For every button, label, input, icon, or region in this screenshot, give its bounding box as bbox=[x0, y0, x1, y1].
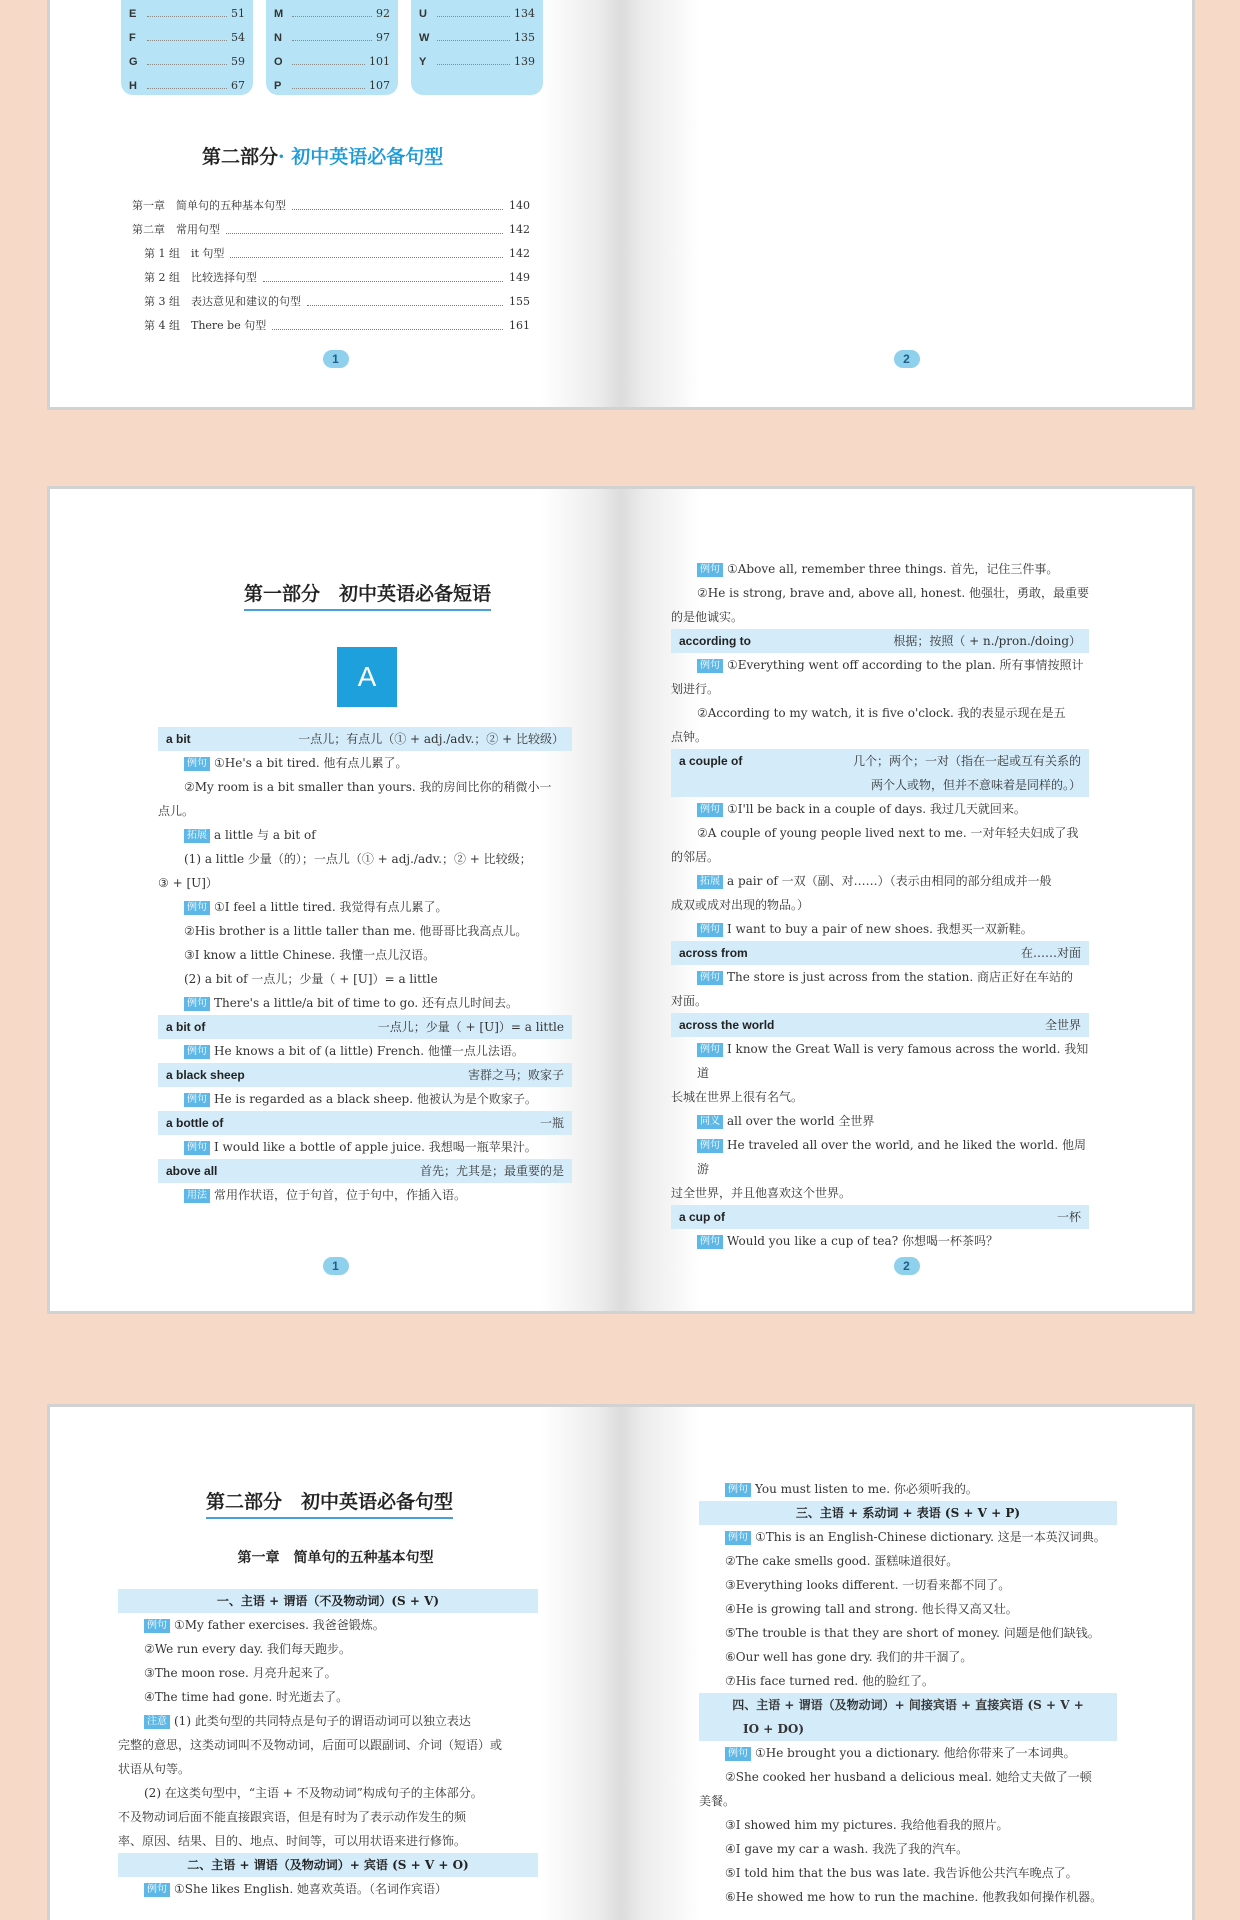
index-letter: P bbox=[274, 80, 282, 92]
example-line bbox=[671, 1037, 1089, 1085]
phrase-entry-bar bbox=[158, 1015, 572, 1039]
phrase-headword: across the world bbox=[679, 1018, 775, 1032]
toc-entry[interactable] bbox=[132, 266, 530, 290]
example-text: 美餐。 bbox=[699, 1794, 736, 1808]
example-text: 对面。 bbox=[671, 994, 708, 1008]
example-tag: 例句 bbox=[697, 971, 723, 985]
dot-leader bbox=[437, 50, 510, 65]
toc-entry[interactable] bbox=[132, 218, 530, 242]
example-text: ②He is strong, brave and, above all, honest. 他强壮，勇敢，最重要 bbox=[697, 586, 1089, 600]
example-line bbox=[158, 1135, 572, 1159]
example-line bbox=[118, 1757, 538, 1781]
toc-entry[interactable] bbox=[132, 194, 530, 218]
example-text: ①My father exercises. 我爸爸锻炼。 bbox=[174, 1618, 385, 1632]
page-number: 1 bbox=[323, 350, 349, 368]
toc-entry-page: 155 bbox=[509, 295, 530, 308]
index-letter: Y bbox=[419, 56, 427, 68]
example-tag: 拓展 bbox=[184, 829, 210, 843]
example-line bbox=[671, 1133, 1089, 1181]
toc-entry-page: 140 bbox=[509, 199, 530, 212]
dot-leader bbox=[292, 50, 365, 65]
index-column-1 bbox=[121, 0, 253, 95]
example-tag: 例句 bbox=[697, 923, 723, 937]
phrase-meaning: 一瓶 bbox=[539, 1116, 564, 1130]
example-line bbox=[671, 1229, 1089, 1253]
example-text: The store is just across from the station. 商店正好在车站的 bbox=[727, 970, 1073, 984]
example-line bbox=[699, 1477, 1117, 1501]
example-text: (2) 在这类句型中，“主语 + 不及物动词”构成句子的主体部分。 bbox=[144, 1786, 483, 1800]
example-line bbox=[671, 893, 1089, 917]
dot-leader bbox=[292, 194, 503, 210]
phrase-headword: a bit bbox=[166, 732, 191, 746]
example-tag: 注意 bbox=[144, 1715, 170, 1729]
index-letter: M bbox=[274, 8, 284, 20]
index-page: 59 bbox=[231, 55, 245, 68]
example-text: ①She likes English. 她喜欢英语。（名词作宾语） bbox=[174, 1882, 448, 1896]
toc-entry-page: 161 bbox=[509, 319, 530, 332]
example-line bbox=[699, 1789, 1117, 1813]
part-two-title bbox=[202, 142, 443, 169]
example-line bbox=[118, 1661, 538, 1685]
example-text: ③ + [U]） bbox=[158, 876, 218, 890]
example-tag: 例句 bbox=[725, 1747, 751, 1761]
example-line bbox=[158, 991, 572, 1015]
dot-leader bbox=[147, 26, 227, 41]
example-line bbox=[158, 847, 572, 871]
index-page: 139 bbox=[514, 55, 535, 68]
pattern-heading: 三、主语 + 系动词 + 表语 (S + V + P) bbox=[699, 1501, 1117, 1525]
example-tag: 拓展 bbox=[697, 875, 723, 889]
pattern-heading-line: IO + DO) bbox=[743, 1722, 805, 1736]
example-line bbox=[158, 1183, 572, 1207]
example-text: 完整的意思，这类动词叫不及物动词，后面可以跟副词、介词（短语）或 bbox=[118, 1738, 503, 1752]
example-line bbox=[699, 1765, 1117, 1789]
example-line bbox=[671, 965, 1089, 989]
example-line bbox=[671, 869, 1089, 893]
example-line bbox=[699, 1837, 1117, 1861]
example-text: ⑥Our well has gone dry. 我们的井干涸了。 bbox=[725, 1650, 973, 1664]
index-page: 107 bbox=[369, 79, 390, 92]
phrase-headword: a bottle of bbox=[166, 1116, 224, 1130]
example-tag: 例句 bbox=[725, 1483, 751, 1497]
dot-leader bbox=[437, 2, 510, 17]
phrase-meaning: 一点儿；有点儿（① + adj./adv.；② + 比较级） bbox=[298, 732, 564, 746]
example-text: You must listen to me. 你必须听我的。 bbox=[755, 1482, 978, 1496]
index-letter: W bbox=[419, 32, 430, 44]
example-text: ⑦His face turned red. 他的脸红了。 bbox=[725, 1674, 935, 1688]
example-text: ①I'll be back in a couple of days. 我过几天就回来。 bbox=[727, 802, 1026, 816]
example-line bbox=[671, 845, 1089, 869]
example-line bbox=[118, 1685, 538, 1709]
dot-leader bbox=[292, 26, 372, 41]
example-line bbox=[118, 1829, 538, 1853]
example-line bbox=[671, 725, 1089, 749]
dot-leader bbox=[147, 2, 227, 17]
example-line bbox=[671, 989, 1089, 1013]
pattern-heading-line: 四、主语 + 谓语（及物动词）+ 间接宾语 + 直接宾语 (S + V + bbox=[732, 1698, 1084, 1712]
example-line bbox=[699, 1621, 1117, 1645]
example-tag: 例句 bbox=[184, 1093, 210, 1107]
example-text: 点儿。 bbox=[158, 804, 195, 818]
example-line bbox=[699, 1813, 1117, 1837]
example-text: 长城在世界上很有名气。 bbox=[671, 1090, 804, 1104]
example-line bbox=[671, 653, 1089, 677]
phrase-entry-bar bbox=[158, 1159, 572, 1183]
index-row bbox=[129, 50, 245, 74]
dot-leader bbox=[272, 314, 503, 330]
index-letter: F bbox=[129, 32, 136, 44]
phrase-meaning bbox=[853, 749, 1081, 797]
example-text: 不及物动词后面不能直接跟宾语，但是有时为了表示动作发生的频 bbox=[118, 1810, 467, 1824]
toc-entry-title: 第 4 组 There be 句型 bbox=[144, 319, 267, 332]
index-column-3 bbox=[411, 0, 543, 95]
phrase-entry-bar bbox=[671, 629, 1089, 653]
part-title-label: 第二部分 bbox=[202, 146, 279, 168]
example-line bbox=[118, 1733, 538, 1757]
example-text: Would you like a cup of tea? 你想喝一杯茶吗？ bbox=[727, 1234, 998, 1248]
phrase-headword: above all bbox=[166, 1164, 218, 1178]
index-row bbox=[419, 2, 535, 26]
example-text: I want to buy a pair of new shoes. 我想买一双新鞋。 bbox=[727, 922, 1033, 936]
index-row bbox=[129, 2, 245, 26]
example-line bbox=[158, 967, 572, 991]
book3-right-page bbox=[621, 1407, 1192, 1920]
index-page: 51 bbox=[231, 7, 245, 20]
example-tag: 例句 bbox=[184, 1045, 210, 1059]
page-number: 2 bbox=[894, 1257, 920, 1275]
index-row bbox=[274, 74, 390, 98]
example-tag: 同义 bbox=[697, 1115, 723, 1129]
example-text: ①This is an English-Chinese dictionary. 这是一本英汉词典。 bbox=[755, 1530, 1106, 1544]
example-text: ④The time had gone. 时光逝去了。 bbox=[144, 1690, 349, 1704]
example-text: ⑥He showed me how to run the machine. 他教我如何操作机器。 bbox=[725, 1890, 1103, 1904]
example-line bbox=[158, 1087, 572, 1111]
example-line bbox=[671, 701, 1089, 725]
example-text: ②According to my watch, it is five o'clock. 我的表显示现在是五 bbox=[697, 706, 1066, 720]
example-line bbox=[158, 775, 572, 799]
index-row bbox=[419, 26, 535, 50]
dot-leader bbox=[263, 266, 503, 282]
example-text: ⑤I told him that the bus was late. 我告诉他公共汽车晚点了。 bbox=[725, 1866, 1078, 1880]
toc-entry[interactable] bbox=[132, 242, 530, 266]
phrase-entry-bar bbox=[158, 727, 572, 751]
phrase-entry-bar bbox=[158, 1063, 572, 1087]
phrase-entry-bar bbox=[158, 1111, 572, 1135]
phrase-meaning: 根据；按照（ + n./pron./doing） bbox=[893, 634, 1081, 648]
example-tag: 用法 bbox=[184, 1189, 210, 1203]
index-letter: G bbox=[129, 56, 138, 68]
example-text: I would like a bottle of apple juice. 我想喝一瓶苹果汁。 bbox=[214, 1140, 537, 1154]
example-line bbox=[158, 1039, 572, 1063]
example-text: ①Above all, remember three things. 首先，记住三件事。 bbox=[727, 562, 1059, 576]
example-text: He knows a bit of (a little) French. 他懂一点儿法语。 bbox=[214, 1044, 524, 1058]
phrase-meaning: 全世界 bbox=[1044, 1018, 1081, 1032]
example-line bbox=[671, 797, 1089, 821]
example-text: 常用作状语，位于句首，位于句中，作插入语。 bbox=[214, 1188, 467, 1202]
example-tag: 例句 bbox=[697, 803, 723, 817]
phrase-headword: across from bbox=[679, 946, 748, 960]
phrase-list-left bbox=[158, 727, 572, 1207]
example-line bbox=[671, 581, 1089, 605]
letter-heading: A bbox=[337, 647, 397, 707]
phrase-entry-bar bbox=[671, 749, 1089, 797]
phrase-meaning: 一点儿；少量（ + [U]）= a little bbox=[377, 1020, 564, 1034]
toc-entry[interactable] bbox=[132, 290, 530, 314]
index-row bbox=[274, 2, 390, 26]
book1-right-page bbox=[621, 0, 1192, 407]
example-text: 成双或成对出现的物品。） bbox=[671, 898, 810, 912]
example-line bbox=[671, 677, 1089, 701]
example-text: a little 与 a bit of bbox=[214, 828, 316, 842]
toc-entry-page: 142 bbox=[509, 223, 530, 236]
phrase-meaning: 在……对面 bbox=[1020, 946, 1081, 960]
toc-entry-title: 第 3 组 表达意见和建议的句型 bbox=[144, 295, 301, 308]
example-line bbox=[671, 1109, 1089, 1133]
example-text: 率、原因、结果、目的、地点、时间等，可以用状语来进行修饰。 bbox=[118, 1834, 467, 1848]
example-line bbox=[671, 557, 1089, 581]
example-text: (2) a bit of 一点儿；少量（ + [U]）= a little bbox=[184, 972, 438, 986]
example-text: ③Everything looks different. 一切看来都不同了。 bbox=[725, 1578, 1011, 1592]
example-line bbox=[671, 1181, 1089, 1205]
index-page: 67 bbox=[231, 79, 245, 92]
page-number: 2 bbox=[894, 350, 920, 368]
example-tag: 例句 bbox=[725, 1531, 751, 1545]
toc-entry-title: 第一章 简单句的五种基本句型 bbox=[132, 199, 286, 212]
example-text: ③I showed him my pictures. 我给他看我的照片。 bbox=[725, 1818, 1009, 1832]
example-tag: 例句 bbox=[697, 1043, 723, 1057]
phrase-headword: a cup of bbox=[679, 1210, 726, 1224]
example-text: ②We run every day. 我们每天跑步。 bbox=[144, 1642, 352, 1656]
book2-left-page bbox=[50, 489, 621, 1311]
phrase-meaning: 首先；尤其是；最重要的是 bbox=[419, 1164, 564, 1178]
example-line bbox=[699, 1573, 1117, 1597]
example-line bbox=[118, 1613, 538, 1637]
pattern-heading: 二、主语 + 谓语（及物动词）+ 宾语 (S + V + O) bbox=[118, 1853, 538, 1877]
book-spread-1 bbox=[47, 0, 1195, 410]
dot-leader bbox=[147, 50, 227, 65]
example-line bbox=[118, 1877, 538, 1901]
book2-right-page bbox=[621, 489, 1192, 1311]
example-text: (1) 此类句型的共同特点是句子的谓语动词可以独立表达 bbox=[174, 1714, 471, 1728]
index-letter: O bbox=[274, 56, 283, 68]
phrase-meaning-line: 两个人或物，但并不意味着是同样的。） bbox=[870, 778, 1081, 792]
phrase-meaning: 一杯 bbox=[1056, 1210, 1081, 1224]
example-line bbox=[699, 1549, 1117, 1573]
example-line bbox=[699, 1861, 1117, 1885]
example-text: (1) a little 少量（的）；一点儿（① + adj./adv.；② + 比较级； bbox=[184, 852, 532, 866]
example-text: ③The moon rose. 月亮升起来了。 bbox=[144, 1666, 337, 1680]
index-page: 101 bbox=[369, 55, 390, 68]
example-line bbox=[158, 823, 572, 847]
example-text: ⑤The trouble is that they are short of money. 问题是他们缺钱。 bbox=[725, 1626, 1100, 1640]
dot-leader bbox=[147, 74, 227, 89]
sentence-pattern-list-right bbox=[699, 1477, 1117, 1909]
dot-leader bbox=[437, 26, 510, 41]
index-row bbox=[129, 26, 245, 50]
example-line bbox=[699, 1741, 1117, 1765]
example-line bbox=[671, 821, 1089, 845]
dot-leader bbox=[226, 218, 503, 234]
example-text: ②She cooked her husband a delicious meal. 她给丈夫做了一顿 bbox=[725, 1770, 1092, 1784]
example-text: ①Everything went off according to the plan. 所有事情按照计 bbox=[727, 658, 1084, 672]
dot-leader bbox=[292, 2, 372, 17]
sentence-pattern-list-left bbox=[118, 1589, 538, 1901]
example-text: There's a little/a bit of time to go. 还有点儿时间去。 bbox=[214, 996, 518, 1010]
example-text: ①He's a bit tired. 他有点儿累了。 bbox=[214, 756, 408, 770]
example-tag: 例句 bbox=[144, 1883, 170, 1897]
example-line bbox=[671, 605, 1089, 629]
index-page: 135 bbox=[514, 31, 535, 44]
example-line bbox=[158, 751, 572, 775]
example-text: ②My room is a bit smaller than yours. 我的房间比你的稍微小一 bbox=[184, 780, 552, 794]
example-text: ④I gave my car a wash. 我洗了我的汽车。 bbox=[725, 1842, 969, 1856]
index-letter: E bbox=[129, 8, 137, 20]
toc-entry-page: 142 bbox=[509, 247, 530, 260]
dot-leader bbox=[307, 290, 503, 306]
phrase-entry-bar bbox=[671, 1205, 1089, 1229]
example-line bbox=[158, 799, 572, 823]
example-line bbox=[699, 1885, 1117, 1909]
example-tag: 例句 bbox=[697, 1235, 723, 1249]
index-row bbox=[274, 50, 390, 74]
index-page: 134 bbox=[514, 7, 535, 20]
example-line bbox=[671, 1085, 1089, 1109]
example-text: 点钟。 bbox=[671, 730, 708, 744]
example-text: ②The cake smells good. 蛋糕味道很好。 bbox=[725, 1554, 959, 1568]
toc-entry-page: 149 bbox=[509, 271, 530, 284]
chapter-title: 第一章 简单句的五种基本句型 bbox=[237, 1550, 434, 1566]
index-page: 92 bbox=[376, 7, 390, 20]
phrase-headword: a bit of bbox=[166, 1020, 206, 1034]
example-tag: 例句 bbox=[697, 1139, 723, 1153]
example-text: 的是他诚实。 bbox=[671, 610, 744, 624]
example-text: ②His brother is a little taller than me. 他哥哥比我高点儿。 bbox=[184, 924, 528, 938]
example-line bbox=[671, 917, 1089, 941]
phrase-headword: a couple of bbox=[679, 754, 743, 768]
example-text: I know the Great Wall is very famous across the world. 我知道 bbox=[697, 1042, 1089, 1080]
index-letter: U bbox=[419, 8, 427, 20]
index-row bbox=[274, 26, 390, 50]
example-line bbox=[118, 1781, 538, 1805]
part-one-title: 第一部分 初中英语必备短语 bbox=[244, 579, 491, 611]
toc-entry-title: 第 2 组 比较选择句型 bbox=[144, 271, 257, 284]
index-page: 97 bbox=[376, 31, 390, 44]
example-tag: 例句 bbox=[144, 1619, 170, 1633]
phrase-list-right bbox=[671, 557, 1089, 1253]
example-line bbox=[699, 1597, 1117, 1621]
example-text: 状语从句等。 bbox=[118, 1762, 191, 1776]
example-line bbox=[118, 1709, 538, 1733]
book1-left-page bbox=[50, 0, 621, 407]
phrase-headword: a black sheep bbox=[166, 1068, 245, 1082]
phrase-entry-bar bbox=[671, 1013, 1089, 1037]
phrase-entry-bar bbox=[671, 941, 1089, 965]
example-text: ①He brought you a dictionary. 他给你带来了一本词典。 bbox=[755, 1746, 1076, 1760]
pattern-heading bbox=[699, 1693, 1117, 1741]
example-text: 过全世界，并且他喜欢这个世界。 bbox=[671, 1186, 852, 1200]
example-tag: 例句 bbox=[184, 1141, 210, 1155]
page-number: 1 bbox=[323, 1257, 349, 1275]
index-row bbox=[129, 74, 245, 98]
toc-entry[interactable] bbox=[132, 314, 530, 338]
index-page: 54 bbox=[231, 31, 245, 44]
example-text: He is regarded as a black sheep. 他被认为是个败家子。 bbox=[214, 1092, 537, 1106]
example-line bbox=[158, 919, 572, 943]
example-text: a pair of 一双（副、对……）（表示由相同的部分组成并一般 bbox=[727, 874, 1052, 888]
index-column-2 bbox=[266, 0, 398, 95]
example-tag: 例句 bbox=[184, 901, 210, 915]
phrase-meaning: 害群之马；败家子 bbox=[467, 1068, 564, 1082]
pattern-heading: 一、主语 + 谓语（不及物动词）(S + V) bbox=[118, 1589, 538, 1613]
toc-entry-title: 第二章 常用句型 bbox=[132, 223, 220, 236]
example-line bbox=[158, 943, 572, 967]
example-line bbox=[118, 1805, 538, 1829]
example-line bbox=[699, 1645, 1117, 1669]
phrase-meaning-line: 几个；两个；一对（指在一起或互有关系的 bbox=[852, 754, 1081, 768]
index-row bbox=[419, 50, 535, 74]
example-line bbox=[699, 1525, 1117, 1549]
part-two-title: 第二部分 初中英语必备句型 bbox=[206, 1487, 453, 1519]
example-text: ①I feel a little tired. 我觉得有点儿累了。 bbox=[214, 900, 448, 914]
example-tag: 例句 bbox=[697, 563, 723, 577]
toc-entry-title: 第 1 组 it 句型 bbox=[144, 247, 225, 260]
index-letter: H bbox=[129, 80, 137, 92]
example-line bbox=[158, 895, 572, 919]
dot-leader bbox=[230, 242, 503, 258]
example-tag: 例句 bbox=[184, 997, 210, 1011]
example-text: He traveled all over the world, and he liked the world. 他周游 bbox=[697, 1138, 1086, 1176]
example-text: ③I know a little Chinese. 我懂一点儿汉语。 bbox=[184, 948, 436, 962]
dot-leader bbox=[292, 74, 365, 89]
example-text: ②A couple of young people lived next to me. 一对年轻夫妇成了我 bbox=[697, 826, 1079, 840]
example-text: all over the world 全世界 bbox=[727, 1114, 875, 1128]
example-text: 的邻居。 bbox=[671, 850, 720, 864]
example-line bbox=[158, 871, 572, 895]
example-text: 划进行。 bbox=[671, 682, 720, 696]
book-spread-2 bbox=[47, 486, 1195, 1314]
part-title-name: · 初中英语必备句型 bbox=[278, 146, 444, 168]
book3-left-page bbox=[50, 1407, 621, 1920]
example-tag: 例句 bbox=[184, 757, 210, 771]
example-text: ④He is growing tall and strong. 他长得又高又壮。 bbox=[725, 1602, 1018, 1616]
example-tag: 例句 bbox=[697, 659, 723, 673]
table-of-contents bbox=[132, 194, 530, 338]
example-line bbox=[699, 1669, 1117, 1693]
index-letter: N bbox=[274, 32, 282, 44]
book-spread-3 bbox=[47, 1404, 1195, 1920]
example-line bbox=[118, 1637, 538, 1661]
phrase-headword: according to bbox=[679, 634, 752, 648]
